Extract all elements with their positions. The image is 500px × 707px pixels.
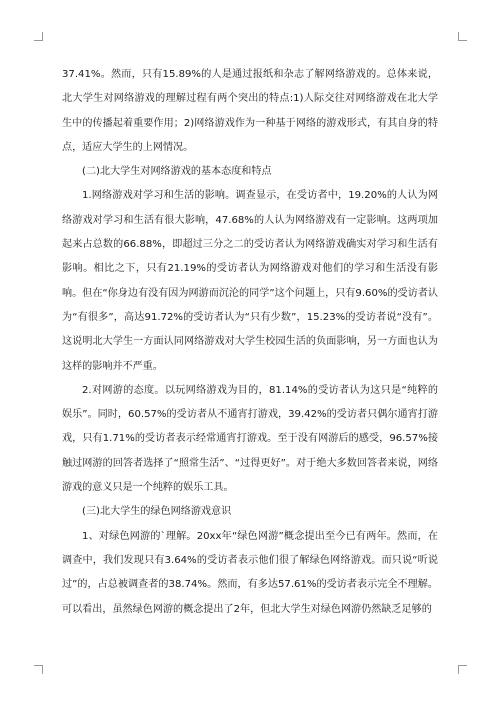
paragraph-attitude-to-games: 2.对网游的态度。以玩网络游戏为目的，81.14%的受访者认为这只是“纯粹的娱乐”。同时，60.57%的受访者从不通宵打游戏，39.42%的受访者只偶尔通宵打游戏，只有1.71%的受访者表示经常通宵打游戏。至于没有网游后的感受，96.57%接触过网游的回答者选择了“照常生活”、“过得更好”。对于绝大多数回答者来说，网络游戏的意义只是一个纯粹的娱乐工具。 <box>62 384 438 494</box>
paragraph-green-gaming-understanding: 1、对绿色网游的`理解。20xx年“绿色网游”概念提出至今已有两年。然而，在调查中，我们发现只有3.64%的受访者表示他们很了解绿色网络游戏。而只说“听说过”的，占总被调查者的38.74%。然而，有多达57.61%的受访者表示完全不理解。可以看出，虽然绿色网游的概念提出了2年，但北大学生对绿色网游仍然缺乏足够的 <box>62 530 438 615</box>
paragraph-impact-on-study: 1.网络游戏对学习和生活的影响。调查显示，在受访者中，19.20%的人认为网络游戏对学习和生活有很大影响，47.68%的人认为网络游戏有一定影响。这两项加起来占总数的66.88%，即超过三分之二的受访者认为网络游戏确实对学习和生活有影响。相比之下，只有21.19%的受访者认为网络游戏对他们的学习和生活没有影响。但在“你身边有没有因为网游而沉沦的同学”这个问题上，只有9.60%的受访者认为“有很多”，高达91.72%的受访者认为“只有少数”，15.23%的受访者说“没有”。这说明北大学生一方面认同网络游戏对大学生校园生活的负面影响，另一方面也认为这样的影响并不严重。 <box>62 190 438 372</box>
crop-mark-bottom-left <box>34 665 43 674</box>
document-body <box>62 63 438 622</box>
crop-mark-top-right <box>458 32 467 41</box>
crop-mark-top-left <box>34 32 43 41</box>
section-heading-green-gaming: (三)北大学生的绿色网络游戏意识 <box>82 506 232 518</box>
paragraph-survey-summary: 37.41%。然而，只有15.89%的人是通过报纸和杂志了解网络游戏的。总体来说，北大学生对网络游戏的理解过程有两个突出的特点:1)人际交往对网络游戏在北大学生中的传播起着重要作用；2)网络游戏作为一种基于网络的游戏形式，有其自身的特点，适应大学生的上网情况。 <box>62 69 438 153</box>
crop-mark-bottom-right <box>458 665 467 674</box>
section-heading-attitudes: (二)北大学生对网络游戏的基本态度和特点 <box>82 166 272 178</box>
